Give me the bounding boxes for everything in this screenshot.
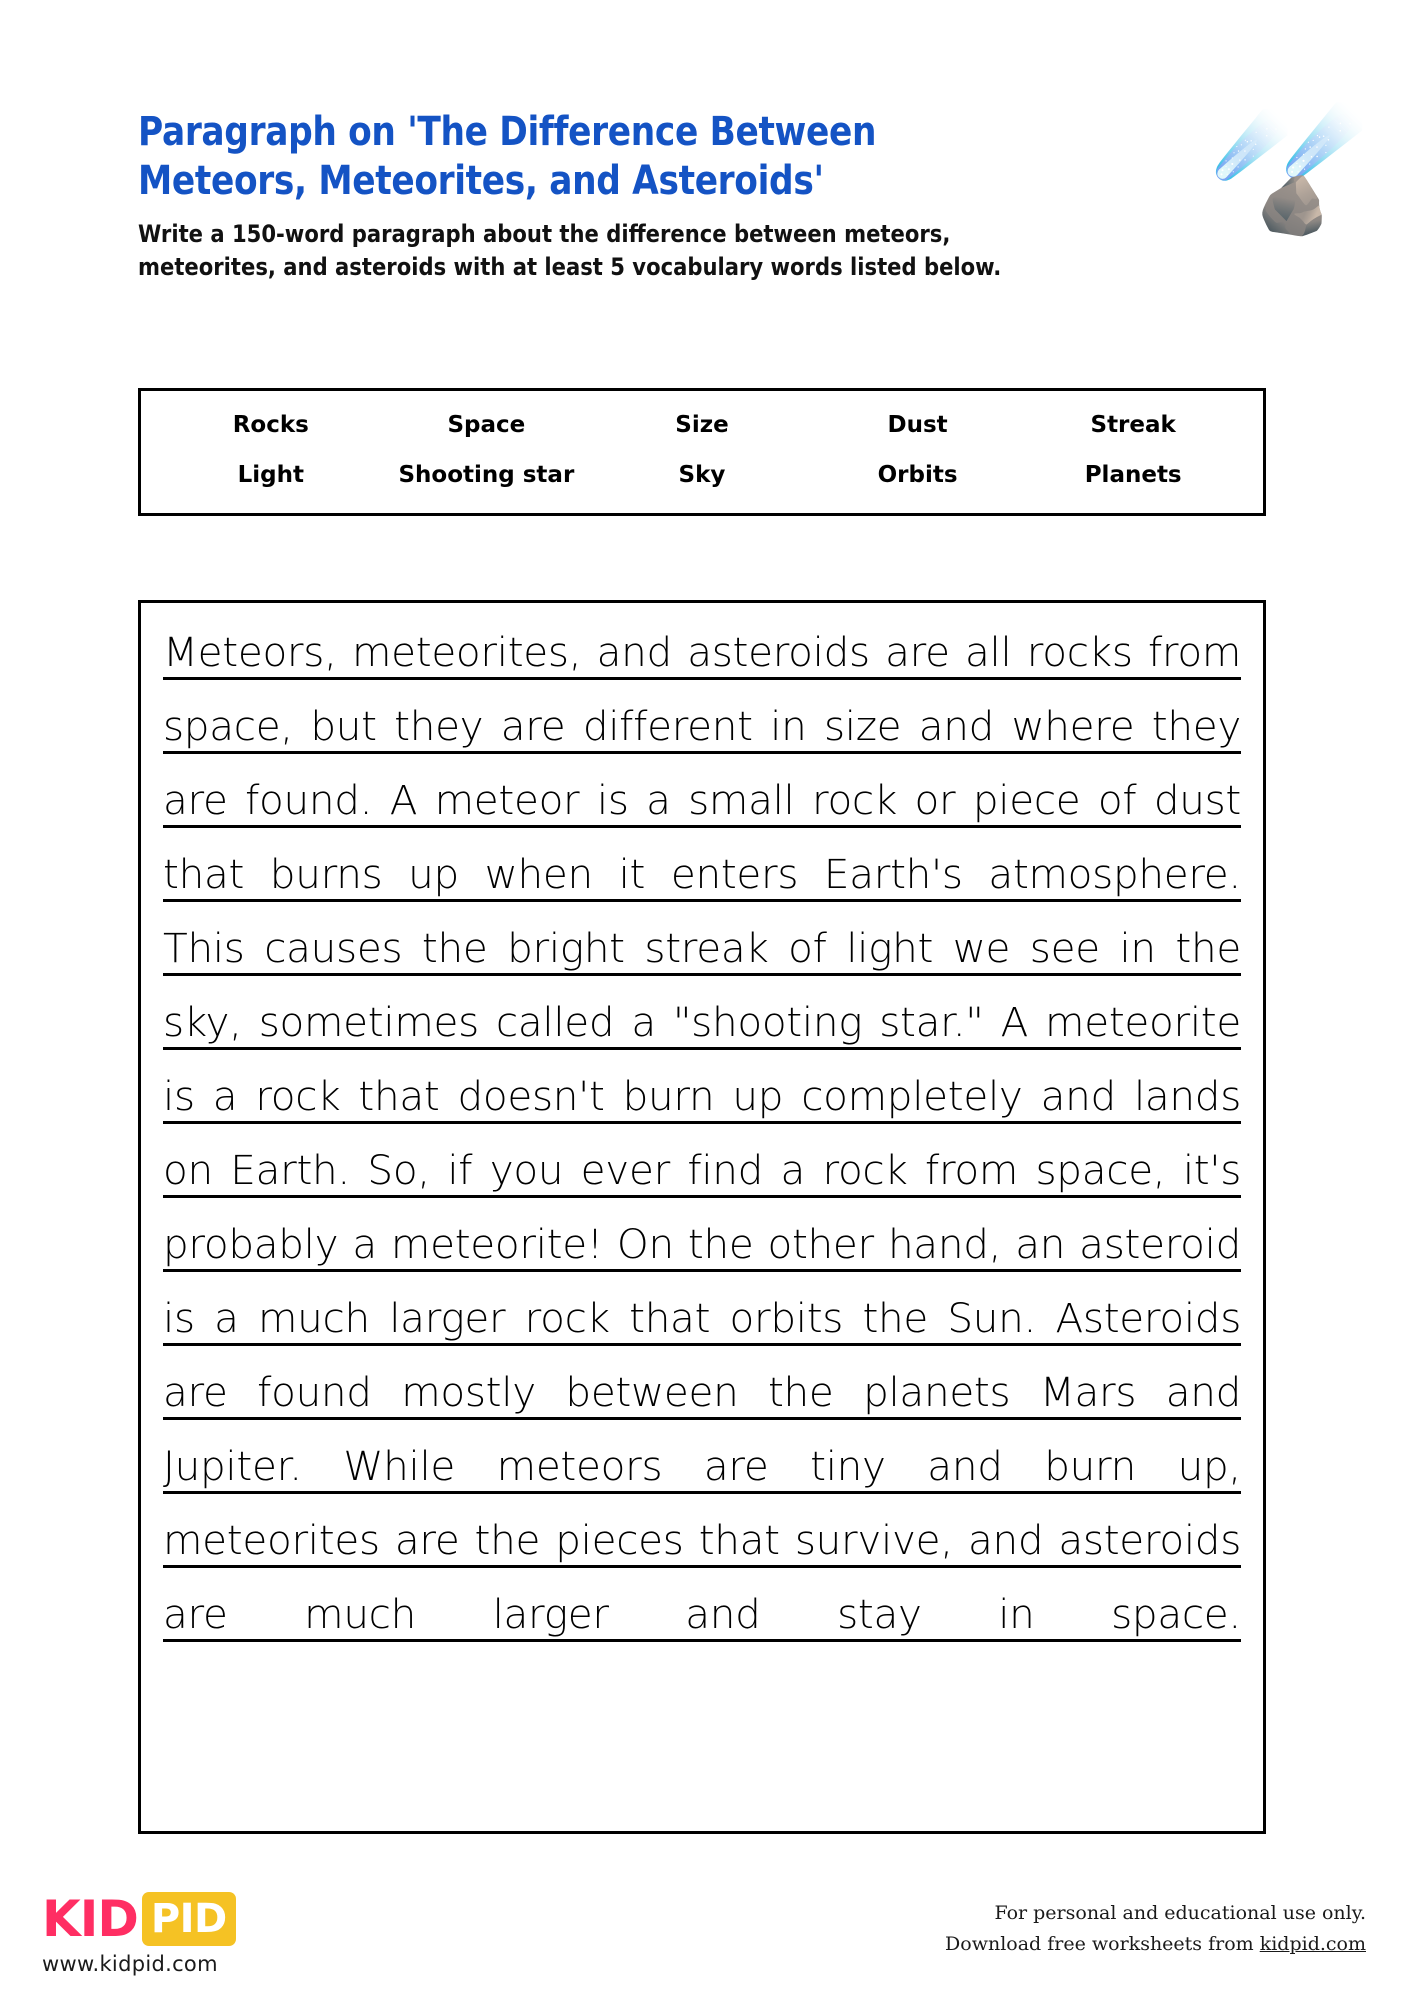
word-bank-row: [163, 412, 1241, 438]
logo-mark: [42, 1892, 236, 1946]
word-bank-item: Orbits: [877, 462, 958, 488]
footer-notice-prefix: Download free worksheets from: [945, 1933, 1260, 1956]
instructions: [138, 218, 1176, 285]
page-footer: [0, 1880, 1414, 2000]
answer-text[interactable]: Meteors, meteorites, and asteroids are all rocks from space, but they are different in size and where they are found. A meteor is a small rock or piece of dust that burns up when it enters Earth's atmosphere. This causes the bright streak of light we see in the sky, sometimes called a "shooting star." A meteorite is a rock that doesn't burn up completely and lands on Earth. So, if you ever find a rock from space, it's probably a meteorite! On the other hand, an asteroid is a much larger rock that orbits the Sun. Asteroids are found mostly between the planets Mars and Jupiter. While meteors are tiny and burn up, meteorites are the pieces that survive, and asteroids are much larger and stay in space.: [163, 628, 1241, 1638]
worksheet-header: [138, 108, 1218, 285]
footer-notice: [945, 1898, 1366, 1961]
logo-kid-text: KID: [42, 1890, 138, 1948]
instructions-line-1: Write a 150-word paragraph about the difference between meteors,: [138, 219, 951, 248]
word-bank-item: Space: [447, 412, 526, 438]
word-bank-row: [163, 462, 1241, 488]
fireball-meteor-icon: ☄️: [1283, 103, 1366, 177]
kidpid-logo[interactable]: [42, 1892, 236, 1976]
word-bank-item: Dust: [887, 412, 948, 438]
asteroid-rock-icon: 🪨: [1257, 173, 1330, 238]
instructions-line-2: meteorites, and asteroids with at least 5 vocabulary words listed below.: [138, 253, 1002, 282]
footer-notice-line-1: For personal and educational use only.: [994, 1902, 1366, 1924]
space-illustration: [1195, 105, 1385, 265]
word-bank: [138, 388, 1266, 516]
word-bank-item: Sky: [678, 462, 726, 488]
footer-kidpid-link[interactable]: kidpid.com: [1259, 1933, 1366, 1956]
word-bank-item: Rocks: [232, 412, 309, 438]
word-bank-item: Size: [675, 412, 729, 438]
meteor-icon: ☄️: [1213, 111, 1291, 180]
answer-box[interactable]: [138, 600, 1266, 1834]
word-bank-item: Planets: [1084, 462, 1182, 488]
word-bank-item: Shooting star: [398, 462, 575, 488]
page-title-line-1: Paragraph on 'The Difference Between: [138, 109, 877, 155]
page-title-line-2: Meteors, Meteorites, and Asteroids': [138, 157, 824, 204]
footer-notice-line-2: [945, 1929, 1366, 1960]
logo-pid-badge: PID: [142, 1892, 236, 1946]
word-bank-item: Streak: [1090, 412, 1176, 438]
word-bank-item: Light: [237, 462, 304, 488]
logo-website-url[interactable]: www.kidpid.com: [42, 1952, 218, 1976]
page-title: [138, 108, 1153, 206]
